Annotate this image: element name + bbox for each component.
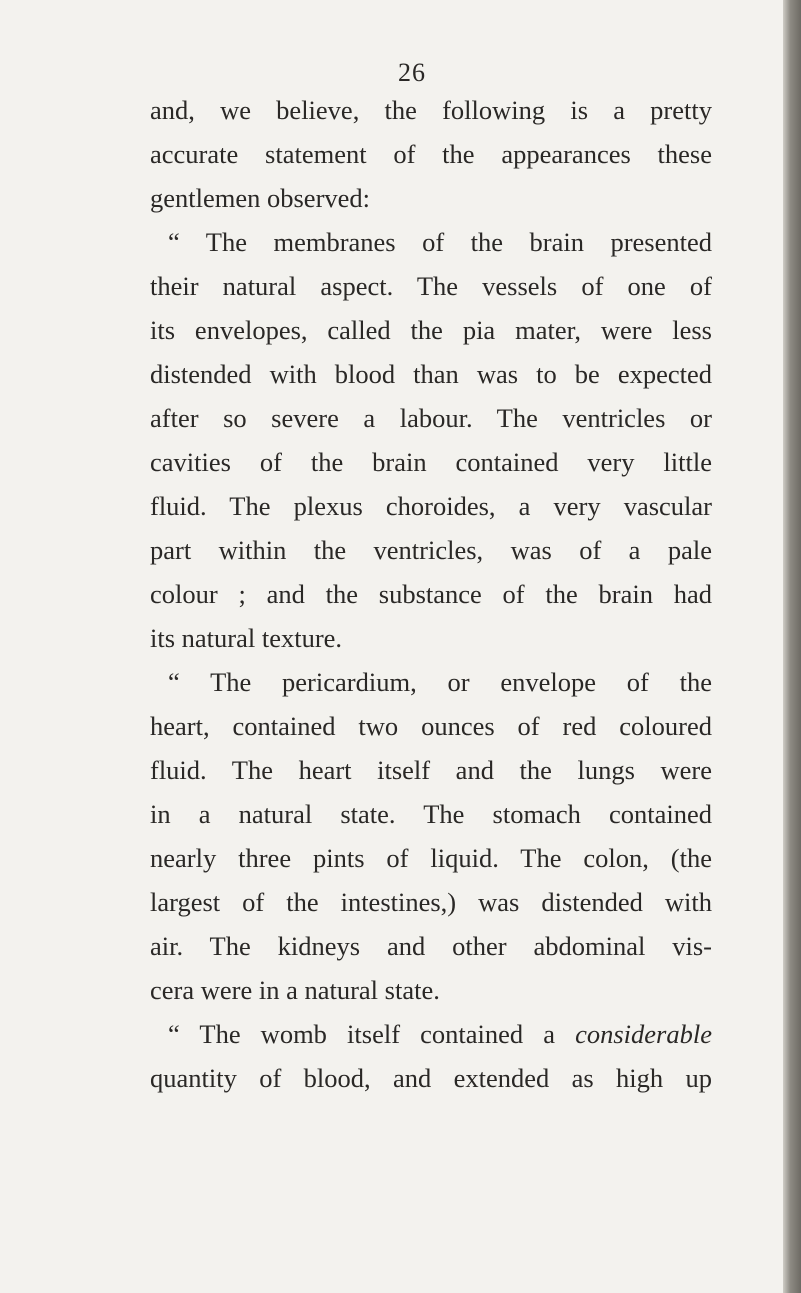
body-text	[150, 88, 712, 1100]
page-number: 26	[398, 58, 426, 87]
text-line-content: colour ; and the substance of the brain had	[150, 579, 712, 609]
text-line-content: distended with blood than was to be expected	[150, 359, 712, 389]
text-line	[150, 924, 712, 968]
text-line	[150, 88, 712, 132]
text-line	[150, 264, 712, 308]
text-line-content: and, we believe, the following is a pretty	[150, 95, 712, 125]
text-line-content: their natural aspect. The vessels of one of	[150, 271, 712, 301]
text-line-content: part within the ventricles, was of a pale	[150, 535, 712, 565]
text-line-content: air. The kidneys and other abdominal vis-	[150, 931, 712, 961]
text-line	[150, 132, 712, 176]
text-line	[150, 440, 712, 484]
text-line	[150, 704, 712, 748]
text-line-content: “ The womb itself contained a	[168, 1019, 576, 1049]
text-line	[150, 220, 712, 264]
text-line-content: fluid. The plexus choroides, a very vascular	[150, 491, 712, 521]
text-line-content: heart, contained two ounces of red coloured	[150, 711, 712, 741]
text-line	[150, 968, 712, 1012]
text-line	[150, 528, 712, 572]
text-line	[150, 572, 712, 616]
text-line	[150, 836, 712, 880]
text-line-content: largest of the intestines,) was distended with	[150, 887, 712, 917]
text-line	[150, 880, 712, 924]
text-line-content: cera were in a natural state.	[150, 975, 440, 1005]
page-edge	[783, 0, 801, 1293]
text-line-content: cavities of the brain contained very little	[150, 447, 712, 477]
text-line	[150, 176, 712, 220]
text-line-content: gentlemen observed:	[150, 183, 371, 213]
text-line	[150, 308, 712, 352]
text-line	[150, 616, 712, 660]
text-line-content: “ The membranes of the brain presented	[168, 227, 712, 257]
text-line-content: after so severe a labour. The ventricles or	[150, 403, 712, 433]
text-line-content: its natural texture.	[150, 623, 343, 653]
text-line	[150, 1012, 712, 1056]
text-line	[150, 484, 712, 528]
text-line-content: fluid. The heart itself and the lungs were	[150, 755, 712, 785]
text-line-content: its envelopes, called the pia mater, were less	[150, 315, 712, 345]
text-line	[150, 748, 712, 792]
italic-word: considerable	[575, 1019, 712, 1049]
text-line-content: nearly three pints of liquid. The colon, (the	[150, 843, 712, 873]
text-line-content: in a natural state. The stomach contained	[150, 799, 712, 829]
text-line	[150, 352, 712, 396]
text-line	[150, 396, 712, 440]
text-line-content: quantity of blood, and extended as high up	[150, 1063, 712, 1093]
text-line	[150, 1056, 712, 1100]
text-line	[150, 792, 712, 836]
text-line	[150, 660, 712, 704]
text-line-content: “ The pericardium, or envelope of the	[168, 667, 712, 697]
text-line-content: accurate statement of the appearances these	[150, 139, 712, 169]
